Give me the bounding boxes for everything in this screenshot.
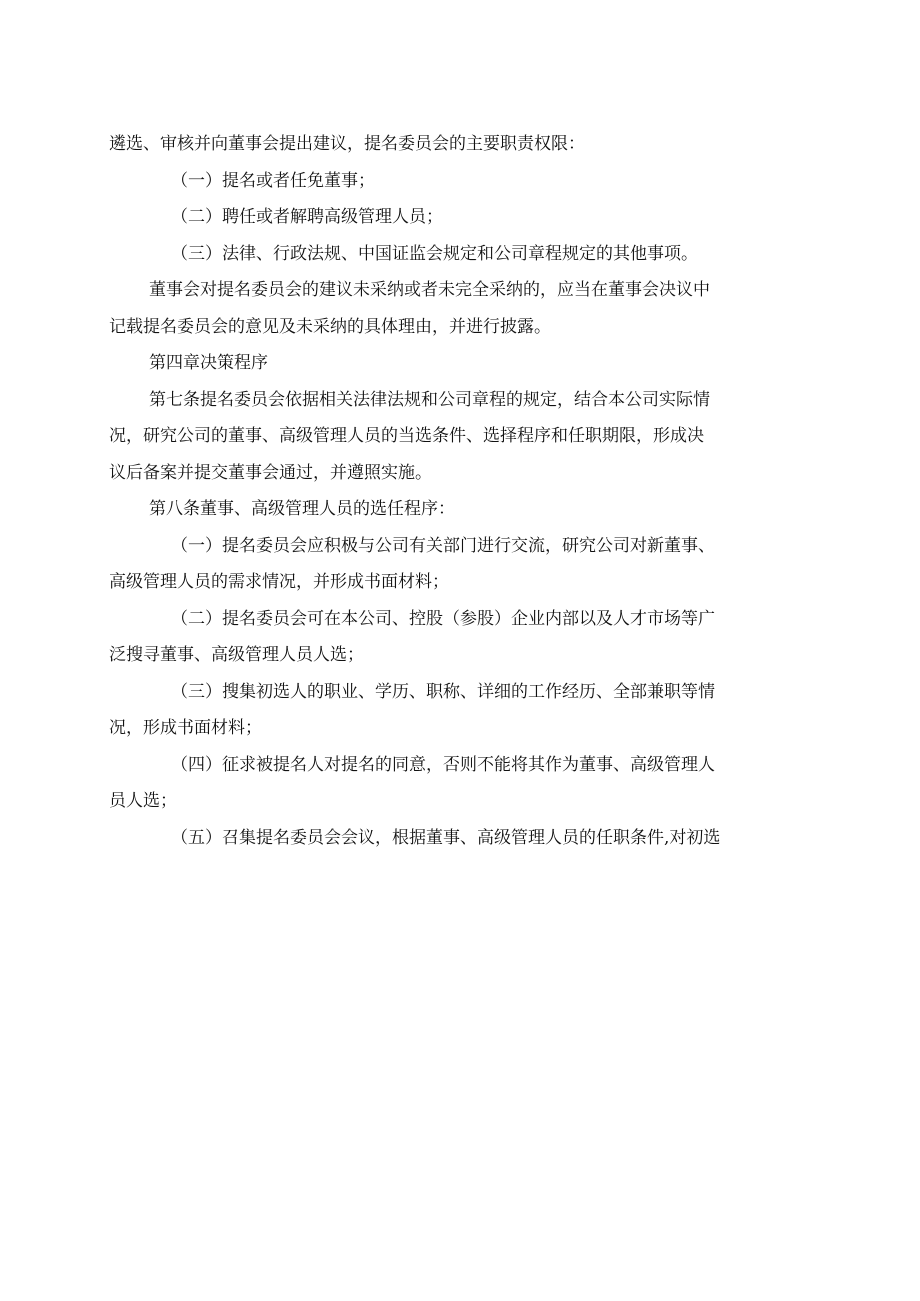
list-item-communicate [109, 528, 811, 601]
list-item-nominate-directors [109, 163, 811, 200]
document-body [109, 126, 811, 856]
text-line: 第八条董事、高级管理人员的选任程序： [149, 499, 455, 519]
text-line: 第七条提名委员会依据相关法律法规和公司章程的规定，结合本公司实际情 [149, 389, 710, 410]
text-line: 况，研究公司的董事、高级管理人员的当选条件、选择程序和任职期限，形成决 [109, 426, 704, 446]
text-line: （二）提名委员会可在本公司、控股（参股）企业内部以及人才市场等广 [171, 608, 715, 629]
article-seven [109, 382, 811, 492]
text-line: 员人选； [109, 791, 177, 811]
text-line: （一）提名委员会应积极与公司有关部门进行交流，研究公司对新董事、 [171, 535, 715, 556]
text-line: （三）法律、行政法规、中国证监会规定和公司章程规定的其他事项。 [171, 243, 698, 264]
paragraph-board-disclosure [109, 272, 811, 345]
list-item-search-candidates [109, 601, 811, 674]
chapter-heading [109, 345, 811, 382]
list-item-other-matters [109, 236, 811, 273]
text-line: （二）聘任或者解聘高级管理人员； [171, 207, 443, 227]
text-line: 记载提名委员会的意见及未采纳的具体理由，并进行披露。 [109, 316, 551, 337]
list-item-convene-meeting [109, 820, 811, 857]
text-line: （一）提名或者任免董事； [171, 170, 375, 191]
text-line: （三）搜集初选人的职业、学历、职称、详细的工作经历、全部兼职等情 [171, 681, 715, 702]
paragraph-selection-intro [109, 126, 811, 163]
text-line: 第四章决策程序 [149, 353, 268, 373]
text-line: （四）征求被提名人对提名的同意，否则不能将其作为董事、高级管理人 [171, 754, 715, 775]
text-line: 议后备案并提交董事会通过，并遵照实施。 [109, 462, 432, 483]
list-item-collect-info [109, 674, 811, 747]
article-eight [109, 491, 811, 528]
text-line: 高级管理人员的需求情况，并形成书面材料； [109, 572, 449, 592]
list-item-seek-consent [109, 747, 811, 820]
text-line: （五）召集提名委员会会议，根据董事、高级管理人员的任职条件,对初选 [171, 827, 721, 848]
text-line: 遴选、审核并向董事会提出建议，提名委员会的主要职责权限： [109, 134, 585, 154]
text-line: 泛搜寻董事、高级管理人员人选； [109, 645, 364, 665]
list-item-appoint-executives [109, 199, 811, 236]
text-line: 况，形成书面材料； [109, 718, 262, 738]
text-line: 董事会对提名委员会的建议未采纳或者未完全采纳的，应当在董事会决议中 [149, 280, 710, 300]
